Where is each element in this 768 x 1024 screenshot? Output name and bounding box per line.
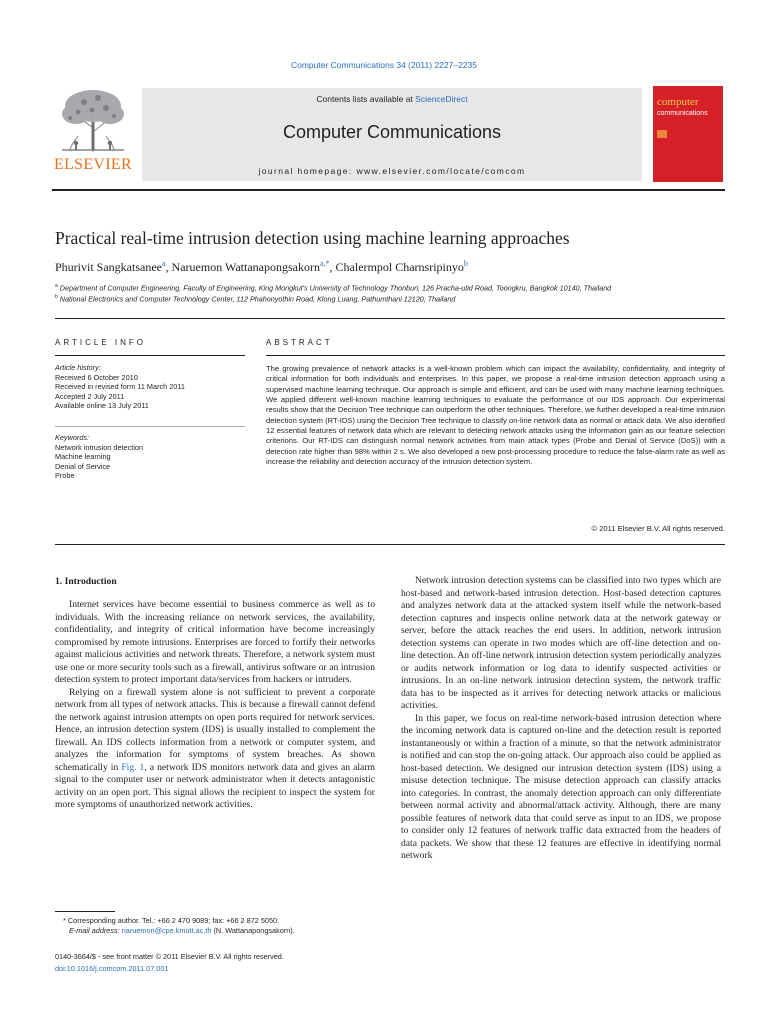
keywords-label: Keywords: (55, 433, 90, 442)
paragraph-text: , a network IDS monitors network data and gives an alarm signal to the computer user or network administrator when it detects antagonistic activity on an open port. This signal allows the recipient to inspect the system for more symptoms of unauthorized network activities. (55, 761, 375, 810)
journal-homepage[interactable]: journal homepage: www.elsevier.com/locate/comcom (258, 166, 526, 176)
keyword-item: Network intrusion detection (55, 442, 144, 452)
author-name: Naruemon Wattanapongsakorn (171, 260, 320, 274)
keyword-item: Machine learning (55, 452, 111, 462)
body-paragraph: In this paper, we focus on real-time network-based intrusion detection where the incoming network data is captured on-line and the detection result is reported instantaneously or within a fraction of a minute, so that the network administrator is notified and can stop the on-going attack. Our approach also could be applied as host-based detection. We designed our intrusion detection system (IDS) using a misuse detection technique. The misuse detection approach can classify attacks into categories. In contrast, the anomaly detection approach can only differentiate between normal activity and abnormal/attack activity. Although, there are many possible features of network data that could serve as input to an IDS, we propose to consider only 12 features of network traffic data extracted from the headers of data packets. We show that these 12 features are effective in identifying normal network (401, 712, 721, 861)
abstract-text: The growing prevalence of network attacks is a well-known problem which can impact the availability, confidentiality, and integrity of critical information for both individuals and enterprises. In this paper, we propose a real-time intrusion detection approach using a supervised machine learning technique. Our approach is simple and efficient, and can be used with many machine learning techniques. We applied different well-known machine learning techniques to evaluate the performance of our IDS approach. Our experimental results show that the Decision Tree technique can outperform the other techniques. Therefore, we further developed a real-time intrusion detection system (RT-IDS) using the Decision Tree technique to classify on-line network data as normal or attack data. We also identified 12 essential features of network data which are relevant to detecting network attacks using the information gain as our feature selection criterions. Our RT-IDS can distinguish normal network activities from main attack types (Probe and Denial of Service (DoS)) with a detection rate higher than 98% within 2 s. We also developed a new post-processing procedure to reduce the false-alarm rate as well as increase the reliability and detection accuracy of the intrusion detection system. (266, 364, 725, 467)
cover-emblem-icon (657, 130, 667, 138)
elsevier-logo[interactable] (52, 88, 134, 176)
history-item: Received 6 October 2010 (55, 372, 138, 382)
keywords-rule (55, 426, 245, 427)
elsevier-tree-icon (56, 88, 130, 154)
author-list: Phurivit Sangkatsanee$^a$, Naruemon Wattanapongsakorn$^{a,*}$, Chalermpol Charnsripinyo$^b$ (55, 259, 468, 274)
author-name: Chalermpol Charnsripinyo (335, 260, 464, 274)
email-link[interactable]: naruemon@cpe.kmutt.ac.th (121, 926, 212, 935)
article-info-rule (55, 355, 245, 356)
corresponding-author-note (55, 916, 375, 936)
journal-cover-thumbnail[interactable] (653, 86, 723, 182)
cover-title: computer (657, 96, 699, 108)
history-label: Article history: (55, 363, 101, 372)
email-line (55, 926, 375, 936)
contents-prefix: Contents lists available at (316, 94, 416, 104)
issn-line: 0140-3664/$ - see front matter © 2011 Elsevier B.V. All rights reserved. (55, 952, 284, 961)
history-item: Received in revised form 11 March 2011 (55, 382, 185, 392)
footnote-divider (55, 911, 115, 912)
cover-subtitle: communications (657, 110, 708, 117)
affiliation-a (55, 283, 611, 292)
email-suffix: (N. Wattanapongsakorn). (211, 926, 295, 935)
contents-availability (142, 94, 642, 104)
header-divider (55, 318, 725, 319)
doi-link[interactable]: doi:10.1016/j.comcom.2011.07.001 (55, 964, 169, 973)
paragraph-text: Relying on a firewall system alone is not sufficient to prevent a corporate network from all types of network attacks. This is because a firewall cannot defend the network against intrusion attempts on open ports required for network services. Hence, an intrusion detection system (IDS) is usually installed to complement the firewall. An IDS collects information from a network or computer system, and analyzes the information for symptoms of system breaches. As shown schematically in (55, 686, 375, 773)
figure-reference-link[interactable]: Fig. 1 (121, 761, 145, 773)
corresponding-author-text: * Corresponding author. Tel.: +66 2 470 9089; fax: +66 2 872 5050. (63, 916, 280, 925)
article-history (55, 363, 245, 411)
keyword-item: Denial of Service (55, 461, 111, 471)
author-marks[interactable]: a (161, 259, 166, 268)
keywords-block (55, 433, 245, 481)
affiliation-mark: b (55, 294, 58, 300)
body-paragraph: Internet services have become essential to business commerce as well as to individuals. With the increasing reliance on network services, the availability, confidentiality, and integrity of critical information have become increasingly compromised by remote intrusions. Enterprises are forced to fortify their networks against malicious activities and network threats. Therefore, a network system must use one or more security tools such as a firewall, antivirus software or an intrusion detection system to protect important data/services from hackers or intruders. (55, 599, 375, 685)
body-paragraph: Network intrusion detection systems can be classified into two types which are host-based and network-based intrusion detection. Host-based detection captures and analyzes network data at the attacked system itself while the network-based detection captures and inspects online network data at the network gateway or server, before the attack reaches the end users. In addition, network intrusion detection systems can operate in two modes which are off-line detection and on-line detection. An off-line network intrusion detection system periodically analyzes or audits network information or log data to identify suspected activities or intrusions. In an on-line network intrusion detection system, the network traffic data has to be inspected as it arrives for detecting network attacks or malicious activities. (401, 575, 721, 711)
author-name: Phurivit Sangkatsanee (55, 260, 162, 274)
history-item: Accepted 2 July 2011 (55, 391, 125, 401)
masthead-divider (52, 189, 725, 191)
elsevier-wordmark: ELSEVIER (54, 156, 132, 173)
journal-title[interactable]: Computer Communications (282, 122, 502, 142)
section-heading-introduction: 1. Introduction (55, 576, 117, 587)
history-item: Available online 13 July 2011 (55, 401, 149, 411)
affiliation-text: Department of Computer Engineering, Faculty of Engineering, King Mongkut's University of Technology Thonburi, 126 Pracha-utid Road, Toongkru, Bangkok 10140, Thailand (59, 283, 612, 293)
article-title: Practical real-time intrusion detection using machine learning approaches (55, 228, 570, 248)
affiliation-text: National Electronics and Computer Technology Center, 112 Phahonyothin Road, Klong Luang, Pathumthani 12120, Thailand (59, 294, 456, 304)
author-marks[interactable]: a,* (319, 259, 330, 268)
journal-masthead (52, 82, 725, 186)
article-info-heading: ARTICLE INFO (55, 338, 146, 347)
body-paragraph (55, 687, 375, 812)
abstract-heading: ABSTRACT (266, 338, 333, 347)
author-marks[interactable]: b (463, 259, 468, 268)
body-right-column (401, 575, 721, 863)
abstract-copyright: © 2011 Elsevier B.V. All rights reserved. (591, 524, 725, 533)
abstract-rule (266, 355, 725, 356)
sciencedirect-link[interactable]: ScienceDirect (415, 94, 468, 104)
journal-citation[interactable]: Computer Communications 34 (2011) 2227–2235 (290, 60, 477, 70)
body-left-column (55, 599, 375, 812)
email-label: E-mail address: (69, 926, 122, 935)
journal-info-box (142, 88, 642, 181)
affiliation-mark: a (55, 283, 58, 289)
abstract-divider (55, 544, 725, 545)
affiliation-b (55, 294, 455, 303)
keyword-item: Probe (55, 471, 75, 481)
